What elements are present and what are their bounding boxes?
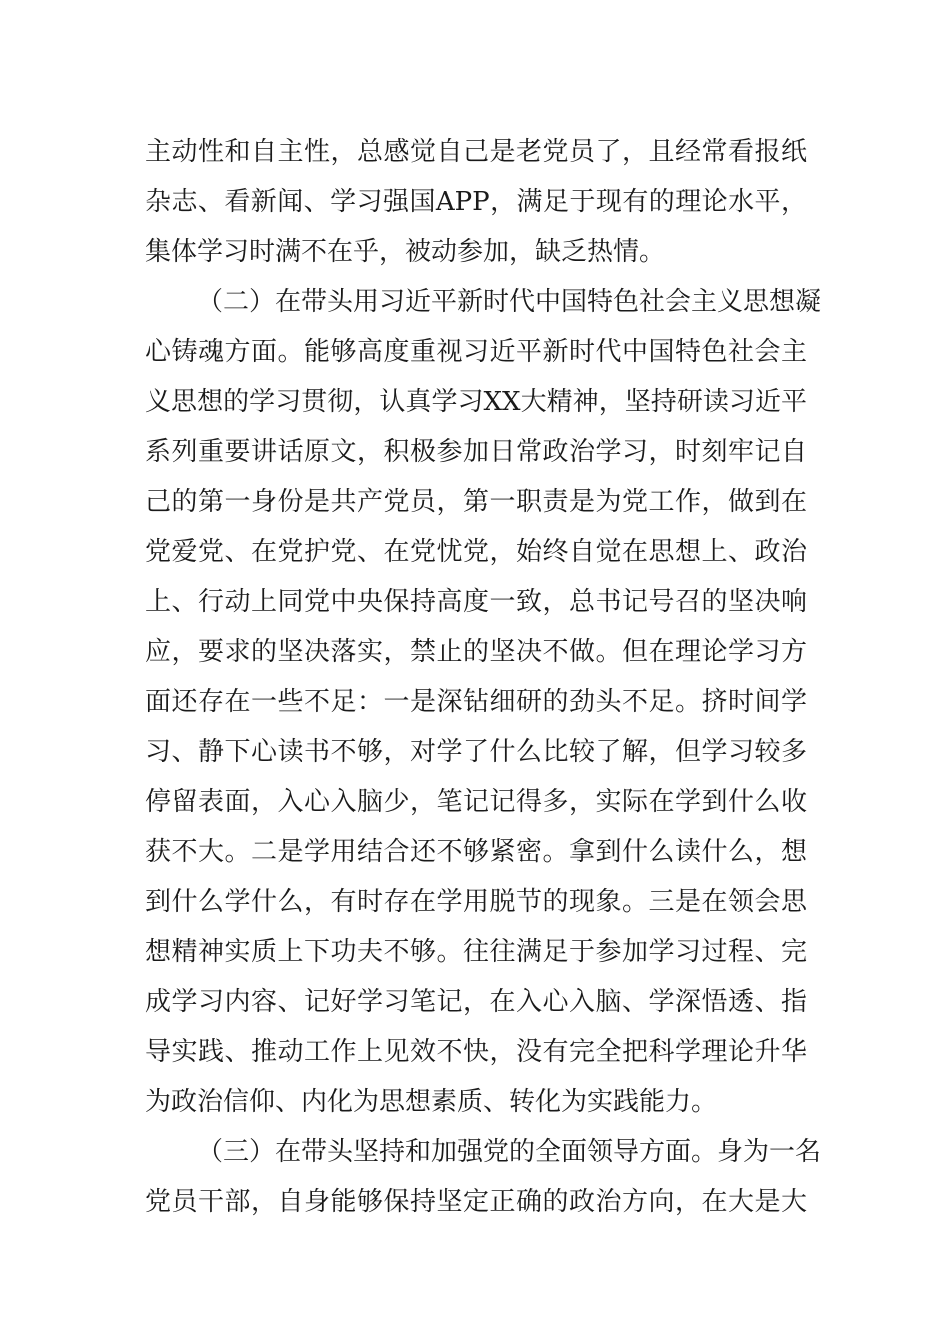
text-line: 为政治信仰、内化为思想素质、转化为实践能力。 bbox=[145, 1087, 718, 1117]
text-line: 面还存在一些不足：一是深钻细研的劲头不足。挤时间学 bbox=[145, 687, 807, 717]
text-line: 己的第一身份是共产党员，第一职责是为党工作，做到在 bbox=[145, 487, 807, 517]
text-line: 习、静下心读书不够，对学了什么比较了解，但学习较多 bbox=[145, 737, 807, 767]
text-line: 主动性和自主性，总感觉自己是老党员了，且经常看报纸 bbox=[145, 137, 807, 167]
text-line: 导实践、推动工作上见效不快，没有完全把科学理论升华 bbox=[145, 1037, 807, 1067]
text-line: 集体学习时满不在乎，被动参加，缺乏热情。 bbox=[145, 237, 666, 267]
text-line: （二）在带头用习近平新时代中国特色社会主义思想凝 bbox=[197, 287, 822, 317]
text-line: 应，要求的坚决落实，禁止的坚决不做。但在理论学习方 bbox=[145, 637, 807, 667]
text-line: 党员干部，自身能够保持坚定正确的政治方向，在大是大 bbox=[145, 1187, 807, 1217]
text-line: 到什么学什么，有时存在学用脱节的现象。三是在领会思 bbox=[145, 887, 807, 917]
document-body bbox=[145, 127, 822, 1227]
text-line: 停留表面，入心入脑少，笔记记得多，实际在学到什么收 bbox=[145, 787, 807, 817]
text-line: 获不大。二是学用结合还不够紧密。拿到什么读什么，想 bbox=[145, 837, 807, 867]
text-line: 系列重要讲话原文，积极参加日常政治学习，时刻牢记自 bbox=[145, 437, 807, 467]
text-line: 成学习内容、记好学习笔记，在入心入脑、学深悟透、指 bbox=[145, 987, 807, 1017]
text-line: 义思想的学习贯彻，认真学习XX大精神，坚持研读习近平 bbox=[145, 387, 807, 417]
text-line: （三）在带头坚持和加强党的全面领导方面。身为一名 bbox=[197, 1137, 822, 1167]
text-line: 想精神实质上下功夫不够。往往满足于参加学习过程、完 bbox=[145, 937, 807, 967]
text-line: 上、行动上同党中央保持高度一致，总书记号召的坚决响 bbox=[145, 587, 807, 617]
text-line: 党爱党、在党护党、在党忧党，始终自觉在思想上、政治 bbox=[145, 537, 807, 567]
text-line: 杂志、看新闻、学习强国APP，满足于现有的理论水平， bbox=[145, 187, 807, 217]
text-line: 心铸魂方面。能够高度重视习近平新时代中国特色社会主 bbox=[145, 337, 807, 367]
